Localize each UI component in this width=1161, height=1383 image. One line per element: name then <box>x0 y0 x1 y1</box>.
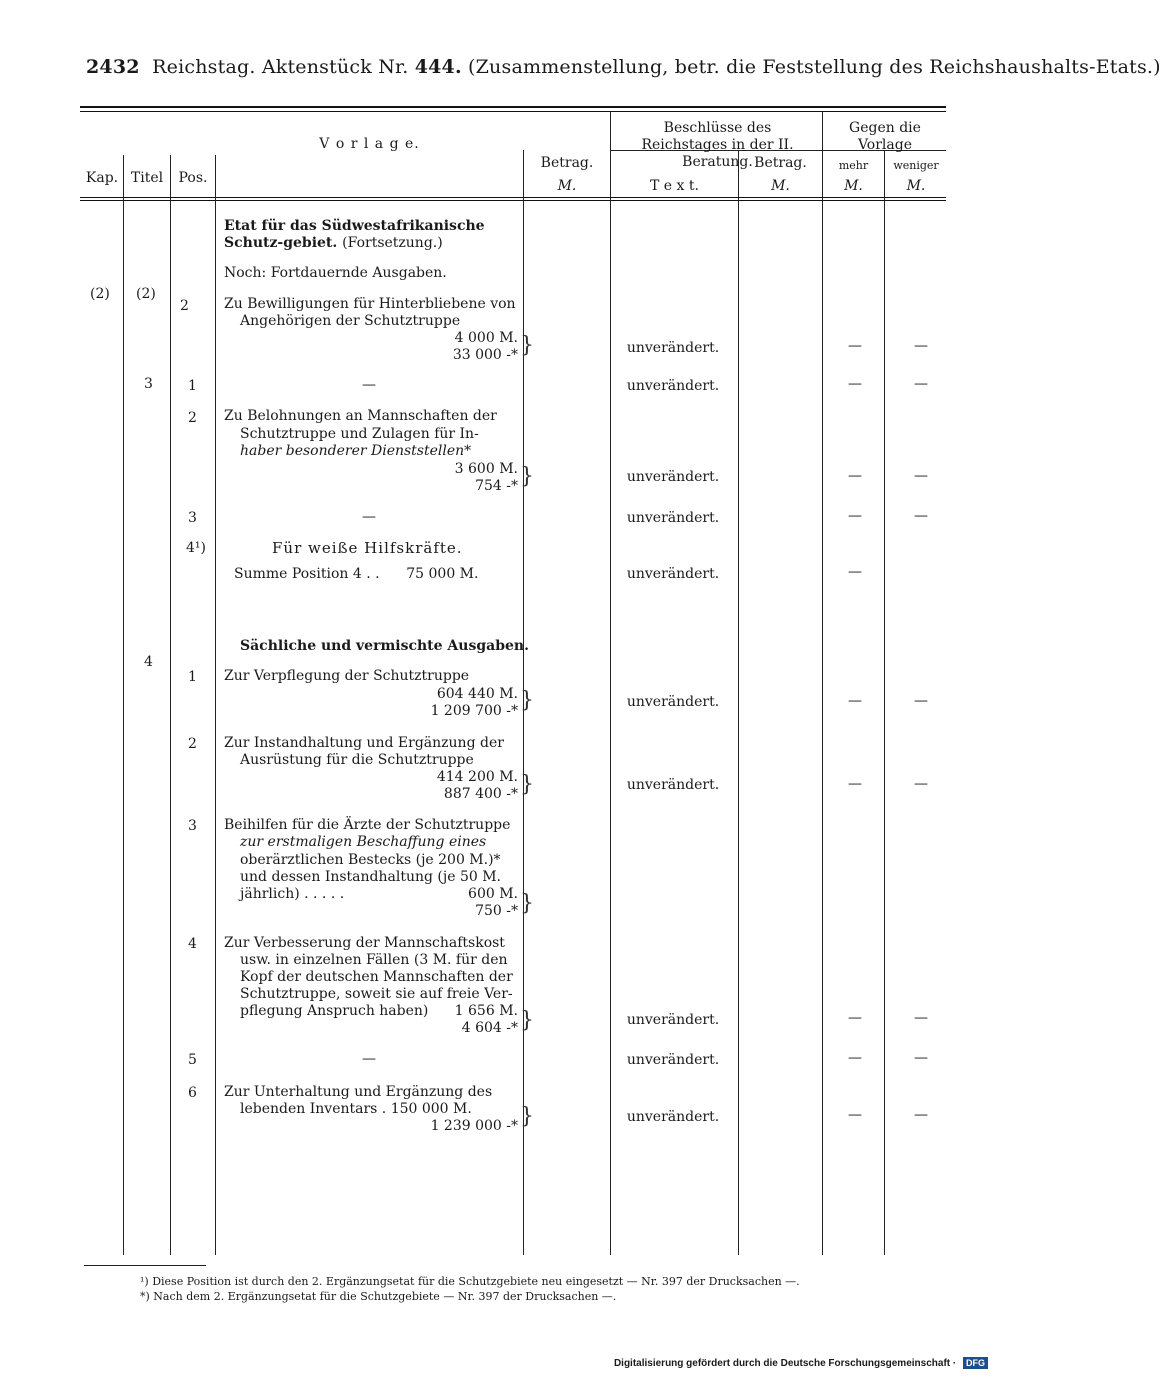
pos-value: 3 <box>188 510 197 526</box>
row-text-line: Zu Belohnungen an Mannschaften der <box>224 408 497 424</box>
col-weniger: weniger <box>893 159 939 172</box>
amount: 4 604 -* <box>461 1020 518 1036</box>
mehr-value: — <box>848 468 862 484</box>
pos-value: 4¹) <box>186 540 206 556</box>
col-betrag2-unit: M. <box>771 178 790 194</box>
pos-value: 4 <box>188 936 197 952</box>
doc-number: 444. <box>414 56 462 78</box>
col-line-pos <box>215 155 216 1255</box>
row-text-line: zur erstmaligen Beschaffung eines <box>240 834 487 850</box>
amount: 4 000 M. <box>454 330 518 346</box>
row-text-line: Summe Position 4 . . 75 000 M. <box>234 566 479 582</box>
etat-title <box>224 218 520 252</box>
col-kap: Kap. <box>85 170 119 186</box>
pos-value: 3 <box>188 818 197 834</box>
etat-title-text: Etat für das Südwestafrikanische Schutz-gebiet. <box>224 218 485 251</box>
mehr-value: — <box>848 1050 862 1066</box>
top-rule <box>80 106 946 108</box>
weniger-value: — <box>914 508 928 524</box>
col-text: T e x t. <box>650 178 699 194</box>
row-text-line: — <box>362 1051 376 1067</box>
brace: } <box>520 1104 534 1129</box>
mehr-value: — <box>848 776 862 792</box>
decision: unverändert. <box>626 378 720 394</box>
col-betrag-unit: M. <box>557 178 577 194</box>
brace: } <box>520 688 534 713</box>
weniger-value: — <box>914 1010 928 1026</box>
col-mehr: mehr <box>838 159 869 172</box>
brace: } <box>520 891 534 916</box>
decision: unverändert. <box>626 1012 720 1028</box>
footnote-rule <box>84 1265 206 1266</box>
col-betrag2: Betrag. <box>754 155 807 171</box>
dfg-logo: DFG <box>963 1357 988 1369</box>
brace: } <box>520 1008 534 1033</box>
brace: } <box>520 464 534 489</box>
mehr-value: — <box>848 338 862 354</box>
decision: unverändert. <box>626 694 720 710</box>
weniger-value: — <box>914 1107 928 1123</box>
titel-value: 3 <box>144 376 153 392</box>
header-bottom-rule <box>80 197 946 198</box>
col-beschluesse: Beschlüsse des Reichstages in der II. Beratung. <box>641 120 794 170</box>
weniger-value: — <box>914 468 928 484</box>
col-titel: Titel <box>130 170 164 186</box>
row-text-line: pflegung Anspruch haben) <box>240 1003 429 1019</box>
amount: 1 656 M. <box>454 1003 518 1019</box>
titel-value: 4 <box>144 654 153 670</box>
col-line-titel <box>170 155 171 1255</box>
header-bottom-rule-2 <box>80 200 946 201</box>
col-weniger-unit: M. <box>906 178 926 194</box>
row-text-line: Zur Verpflegung der Schutztruppe <box>224 668 470 684</box>
row-text-line: Angehörigen der Schutztruppe <box>240 313 461 329</box>
amount: 33 000 -* <box>452 347 518 363</box>
weniger-value: — <box>914 338 928 354</box>
pos-value: 5 <box>188 1052 197 1068</box>
decision: unverändert. <box>626 777 720 793</box>
mehr-value: — <box>848 693 862 709</box>
mehr-value: — <box>848 376 862 392</box>
decision: unverändert. <box>626 510 720 526</box>
row-text-line: haber besonderer Dienststellen* <box>240 443 472 459</box>
row-text-line: Zur Instandhaltung und Ergänzung der <box>224 735 504 751</box>
mehr-value: — <box>848 508 862 524</box>
decision: unverändert. <box>626 469 720 485</box>
mehr-value: — <box>848 1010 862 1026</box>
weniger-value: — <box>914 1050 928 1066</box>
pos-value: 1 <box>188 378 197 394</box>
pos-value: 2 <box>188 736 197 752</box>
decision: unverändert. <box>626 1109 720 1125</box>
row-text-line: Zu Bewilligungen für Hinterbliebene von <box>224 296 516 312</box>
col-gegen: Gegen die Vorlage <box>849 120 921 153</box>
page-header <box>86 56 1161 78</box>
col-line-betrag2 <box>822 112 823 1255</box>
amount: 3 600 M. <box>454 461 518 477</box>
col-betrag: Betrag. <box>540 155 594 171</box>
mehr-value: — <box>848 564 862 580</box>
row-text-line: Für weiße Hilfskräfte. <box>272 539 463 557</box>
row-text-line: lebenden Inventars . 150 000 M. <box>240 1101 472 1117</box>
footnote: ¹) Diese Position ist durch den 2. Ergänzungsetat für die Schutzgebiete neu eingesetzt — Nr. 397 der Drucksachen —. <box>140 1275 800 1288</box>
row-text-line: Ausrüstung für die Schutztruppe <box>240 752 474 768</box>
decision: unverändert. <box>626 1052 720 1068</box>
col-vorlage: V o r l a g e. <box>319 136 420 152</box>
etat-title-cont: (Fortsetzung.) <box>342 235 443 251</box>
top-rule-thin <box>80 111 946 112</box>
row-text-line: usw. in einzelnen Fällen (3 M. für den <box>240 952 508 968</box>
brace: } <box>520 772 534 797</box>
row-text-line: Zur Verbesserung der Mannschaftskost <box>224 935 505 951</box>
col-line-betrag <box>610 112 611 1255</box>
row-text-line: Beihilfen für die Ärzte der Schutztruppe <box>224 817 511 833</box>
row-text-line: oberärztlichen Bestecks (je 200 M.)* <box>240 852 501 868</box>
weniger-value: — <box>914 376 928 392</box>
row-text-line: Schutztruppe und Zulagen für In- <box>240 426 479 442</box>
pos-value: 1 <box>188 669 197 685</box>
amount: 600 M. <box>468 886 518 902</box>
page-number: 2432 <box>86 56 140 78</box>
header-text-post: (Zusammenstellung, betr. die Feststellung des Reichshaushalts-Etats.) <box>468 56 1161 78</box>
amount: 887 400 -* <box>443 786 518 802</box>
row-text-line: und dessen Instandhaltung (je 50 M. <box>240 869 501 885</box>
pos-value: 6 <box>188 1085 197 1101</box>
brace: } <box>520 333 534 358</box>
noch-label: Noch: Fortdauernde Ausgaben. <box>224 265 447 281</box>
row-text-line: Kopf der deutschen Mannschaften der <box>240 969 513 985</box>
row-text-line: — <box>362 509 376 525</box>
digitization-credit <box>614 1357 988 1369</box>
credit-text: Digitalisierung gefördert durch die Deutsche Forschungsgemeinschaft · <box>613 1358 957 1369</box>
amount: 750 -* <box>475 903 518 919</box>
pos-value: 2 <box>188 410 197 426</box>
saechliche-title: Sächliche und vermischte Ausgaben. <box>240 638 529 654</box>
pos-value: 2 <box>180 298 189 314</box>
col-pos: Pos. <box>178 170 208 186</box>
decision: unverändert. <box>626 566 720 582</box>
row-text-line: Schutztruppe, soweit sie auf freie Ver- <box>240 986 513 1002</box>
mehr-value: — <box>848 1107 862 1123</box>
kap-value: (2) <box>90 286 110 302</box>
amount: 414 200 M. <box>436 769 518 785</box>
col-mehr-unit: M. <box>844 178 863 194</box>
weniger-value: — <box>914 693 928 709</box>
amount: 1 239 000 -* <box>430 1118 518 1134</box>
row-text-line: — <box>362 377 376 393</box>
header-text-pre: Reichstag. Aktenstück Nr. <box>152 56 409 78</box>
amount: 754 -* <box>475 478 518 494</box>
row-text-line: Zur Unterhaltung und Ergänzung des <box>224 1084 493 1100</box>
col-line-kap <box>123 155 124 1255</box>
decision: unverändert. <box>626 340 720 356</box>
weniger-value: — <box>914 776 928 792</box>
amount: 1 209 700 -* <box>430 703 518 719</box>
amount: 604 440 M. <box>436 686 518 702</box>
titel-value: (2) <box>136 286 156 302</box>
footnote: *) Nach dem 2. Ergänzungsetat für die Schutzgebiete — Nr. 397 der Drucksachen —. <box>140 1290 617 1303</box>
row-text-line: jährlich) . . . . . <box>240 886 345 902</box>
